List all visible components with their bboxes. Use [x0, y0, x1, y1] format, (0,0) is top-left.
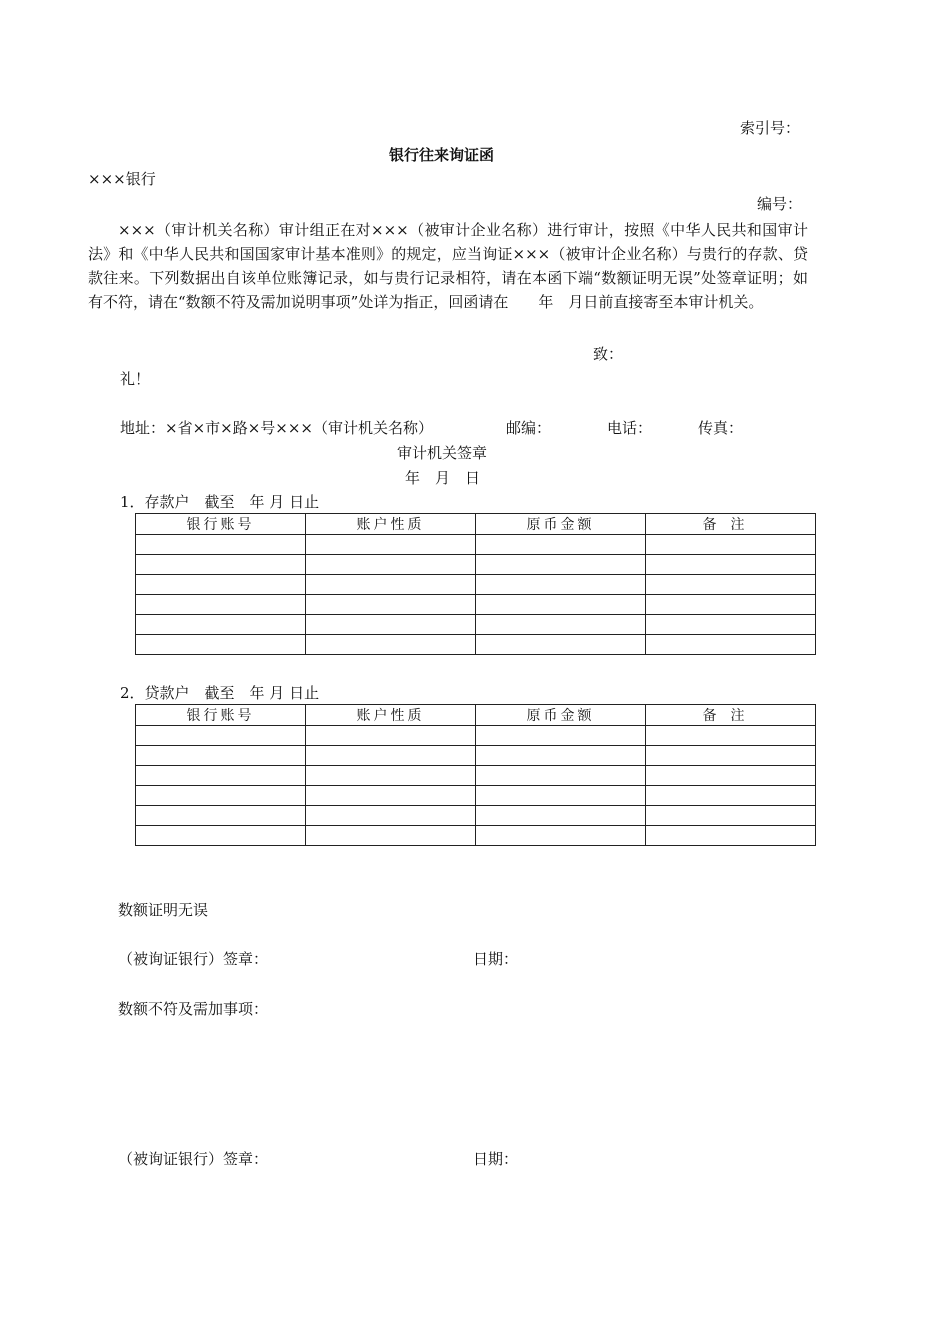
column-header-type: 账户性质	[306, 705, 476, 726]
index-number-label: 索引号：	[740, 119, 801, 137]
table-row	[136, 806, 816, 826]
bank-signature-label-2: （被询证银行）签章：	[118, 1150, 269, 1168]
column-header-type: 账户性质	[306, 514, 476, 535]
table-cell[interactable]	[646, 746, 816, 766]
table-row	[136, 575, 816, 595]
table-cell[interactable]	[476, 595, 646, 615]
table-cell[interactable]	[476, 555, 646, 575]
table-cell[interactable]	[306, 766, 476, 786]
table-cell[interactable]	[646, 615, 816, 635]
table-cell[interactable]	[476, 535, 646, 555]
table-cell[interactable]	[646, 726, 816, 746]
table-cell[interactable]	[646, 806, 816, 826]
discrepancy-label: 数额不符及需加事项：	[118, 1000, 269, 1018]
contact-phone: 电话：	[607, 419, 653, 437]
date-label-1: 日期：	[473, 950, 519, 968]
table-cell[interactable]	[646, 595, 816, 615]
addressee: ×××银行	[88, 170, 156, 188]
body-paragraph	[88, 218, 808, 314]
table-cell[interactable]	[136, 746, 306, 766]
table-cell[interactable]	[646, 575, 816, 595]
contact-fax: 传真：	[698, 419, 744, 437]
table-row	[136, 635, 816, 655]
table-cell[interactable]	[306, 635, 476, 655]
table-row	[136, 595, 816, 615]
table-cell[interactable]	[646, 826, 816, 846]
table-row	[136, 726, 816, 746]
column-header-amount: 原币金额	[476, 705, 646, 726]
table-cell[interactable]	[476, 726, 646, 746]
table-cell[interactable]	[476, 746, 646, 766]
contact-address: 地址：×省×市×路×号×××（审计机关名称）	[120, 419, 433, 437]
column-header-amount: 原币金额	[476, 514, 646, 535]
column-header-account: 银行账号	[136, 705, 306, 726]
loan-heading: 2．贷款户 截至 年 月 日止	[120, 684, 320, 702]
table-cell[interactable]	[476, 575, 646, 595]
table-cell[interactable]	[136, 726, 306, 746]
table-cell[interactable]	[306, 595, 476, 615]
table-cell[interactable]	[136, 826, 306, 846]
table-cell[interactable]	[646, 766, 816, 786]
table-cell[interactable]	[476, 786, 646, 806]
table-header-row	[136, 705, 816, 726]
table-cell[interactable]	[476, 826, 646, 846]
table-row	[136, 746, 816, 766]
table-cell[interactable]	[306, 826, 476, 846]
table-cell[interactable]	[136, 595, 306, 615]
deposit-heading: 1．存款户 截至 年 月 日止	[120, 493, 320, 511]
column-header-remark: 备注	[646, 705, 816, 726]
agency-signature-date: 年 月 日	[405, 469, 481, 487]
column-header-remark: 备注	[646, 514, 816, 535]
table-cell[interactable]	[646, 786, 816, 806]
table-cell[interactable]	[136, 535, 306, 555]
table-cell[interactable]	[646, 555, 816, 575]
column-header-account: 银行账号	[136, 514, 306, 535]
table-row	[136, 766, 816, 786]
table-cell[interactable]	[136, 555, 306, 575]
date-label-2: 日期：	[473, 1150, 519, 1168]
table-row	[136, 826, 816, 846]
agency-signature-label: 审计机关签章	[397, 444, 488, 462]
table-cell[interactable]	[306, 786, 476, 806]
table-cell[interactable]	[136, 786, 306, 806]
document-number-label: 编号：	[757, 195, 803, 213]
table-row	[136, 535, 816, 555]
closing-to: 致：	[593, 345, 624, 363]
table-cell[interactable]	[306, 806, 476, 826]
table-cell[interactable]	[306, 535, 476, 555]
bank-signature-label-1: （被询证银行）签章：	[118, 950, 269, 968]
deposit-table	[135, 513, 816, 655]
closing-regards: 礼！	[120, 370, 151, 388]
loan-table	[135, 704, 816, 846]
table-cell[interactable]	[306, 726, 476, 746]
table-row	[136, 615, 816, 635]
table-row	[136, 786, 816, 806]
table-cell[interactable]	[476, 806, 646, 826]
table-cell[interactable]	[136, 806, 306, 826]
table-cell[interactable]	[136, 615, 306, 635]
table-cell[interactable]	[476, 615, 646, 635]
table-cell[interactable]	[476, 766, 646, 786]
body-paragraph-text: ×××（审计机关名称）审计组正在对×××（被审计企业名称）进行审计，按照《中华人民共和国审计法》和《中华人民共和国国家审计基本准则》的规定，应当询证×××（被审计企业名称）与贵行的存款、贷款往来。下列数据出自该单位账簿记录，如与贵行记录相符，请在本函下端“数额证明无误”处签章证明；如有不符，请在“数额不符及需加说明事项”处详为指正，回函请在 年 月日前直接寄至本审计机关。	[88, 221, 808, 311]
table-cell[interactable]	[646, 535, 816, 555]
table-header-row	[136, 514, 816, 535]
table-cell[interactable]	[306, 555, 476, 575]
table-cell[interactable]	[476, 635, 646, 655]
table-cell[interactable]	[646, 635, 816, 655]
table-row	[136, 555, 816, 575]
table-cell[interactable]	[306, 575, 476, 595]
document-title: 银行往来询证函	[389, 146, 495, 164]
amount-correct-label: 数额证明无误	[118, 901, 209, 919]
table-cell[interactable]	[306, 746, 476, 766]
table-cell[interactable]	[306, 615, 476, 635]
contact-postcode: 邮编：	[506, 419, 552, 437]
table-cell[interactable]	[136, 575, 306, 595]
table-cell[interactable]	[136, 766, 306, 786]
table-cell[interactable]	[136, 635, 306, 655]
